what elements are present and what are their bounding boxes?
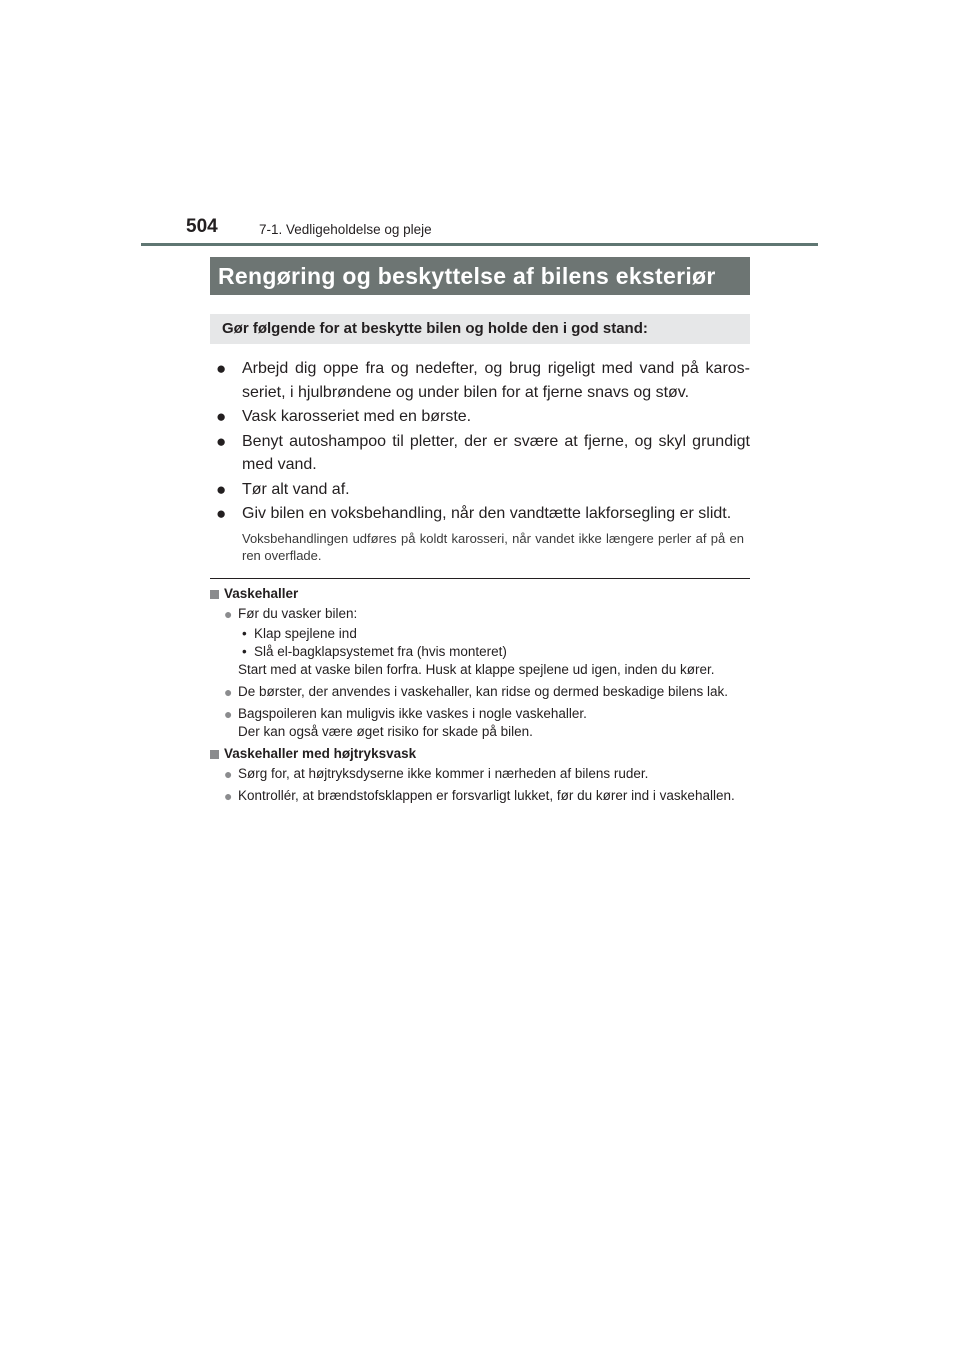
- list-item-text: Tør alt vand af.: [242, 480, 350, 498]
- info-subitem: • Slå el-bagklapsystemet fra (hvis monteret): [242, 644, 507, 659]
- info-item: ● Sørg for, at højtryksdyserne ikke kommer i nærheden af bilens ruder.: [224, 766, 649, 782]
- separator-rule: [210, 578, 750, 579]
- list-item-text: Arbejd dig oppe fra og nedefter, og brug rigeligt med vand på karos- seriet, i hjulbrøndene og under bilen for at fjerne snavs og støv.: [242, 360, 750, 401]
- list-item: [216, 478, 750, 502]
- info-item: ● Før du vasker bilen:: [224, 606, 358, 622]
- info-item: ● De børster, der anvendes i vaskehaller, kan ridse og dermed beskadige bilens lak.: [224, 684, 729, 700]
- bullet-icon: ●: [216, 504, 227, 523]
- bullet-icon: ●: [224, 706, 233, 722]
- info-item: ● Kontrollér, at brændstofsklappen er forsvarligt lukket, før du kører ind i vaskehallen.: [224, 788, 735, 804]
- header-rule: [141, 243, 818, 246]
- section-subtitle: Gør følgende for at beskytte bilen og holde den i god stand:: [210, 314, 750, 344]
- list-item: [216, 502, 750, 526]
- bullet-icon: ●: [216, 407, 227, 426]
- bullet-icon: ●: [224, 606, 233, 622]
- info-item: ● Bagspoileren kan muligvis ikke vaskes i nogle vaskehaller.: [224, 706, 587, 722]
- list-item-text: Giv bilen en voksbehandling, når den vandtætte lakforsegling er slidt.: [242, 505, 732, 522]
- small-bullet-icon: •: [242, 626, 247, 641]
- list-item-text: Benyt autoshampoo til pletter, der er svære at fjerne, og skyl grundigt med vand.: [242, 432, 750, 473]
- bullet-icon: ●: [224, 684, 233, 700]
- square-bullet-icon: [210, 750, 219, 759]
- info-heading-high-pressure: Vaskehaller med højtryksvask: [210, 745, 750, 763]
- bullet-icon: ●: [216, 359, 227, 378]
- page-header: [186, 216, 586, 242]
- section-label: 7-1. Vedligeholdelse og pleje: [259, 222, 432, 237]
- care-instructions-list: [216, 357, 750, 527]
- list-item: [216, 357, 750, 404]
- list-item: [216, 430, 750, 477]
- info-section: [210, 585, 750, 809]
- small-bullet-icon: •: [242, 644, 247, 659]
- info-continuation: Der kan også være øget risiko for skade på bilen.: [238, 724, 533, 739]
- info-continuation: Start med at vaske bilen forfra. Husk at klappe spejlene ud igen, inden du kører.: [238, 662, 715, 677]
- page-number: 504: [186, 216, 218, 237]
- section-title: Rengøring og beskyttelse af bilens eksteriør: [210, 257, 750, 295]
- bullet-icon: ●: [224, 788, 233, 804]
- info-subitem: • Klap spejlene ind: [242, 626, 357, 641]
- bullet-icon: ●: [224, 766, 233, 782]
- wax-note: Voksbehandlingen udføres på koldt karosseri, når vandet ikke længere perler af på en ren overflade.: [242, 531, 744, 563]
- bullet-icon: ●: [216, 431, 227, 451]
- info-heading-car-wash: Vaskehaller: [210, 585, 750, 603]
- list-item: [216, 405, 750, 429]
- square-bullet-icon: [210, 590, 219, 599]
- list-item-text: Vask karosseriet med en børste.: [242, 408, 472, 425]
- bullet-icon: ●: [216, 479, 227, 499]
